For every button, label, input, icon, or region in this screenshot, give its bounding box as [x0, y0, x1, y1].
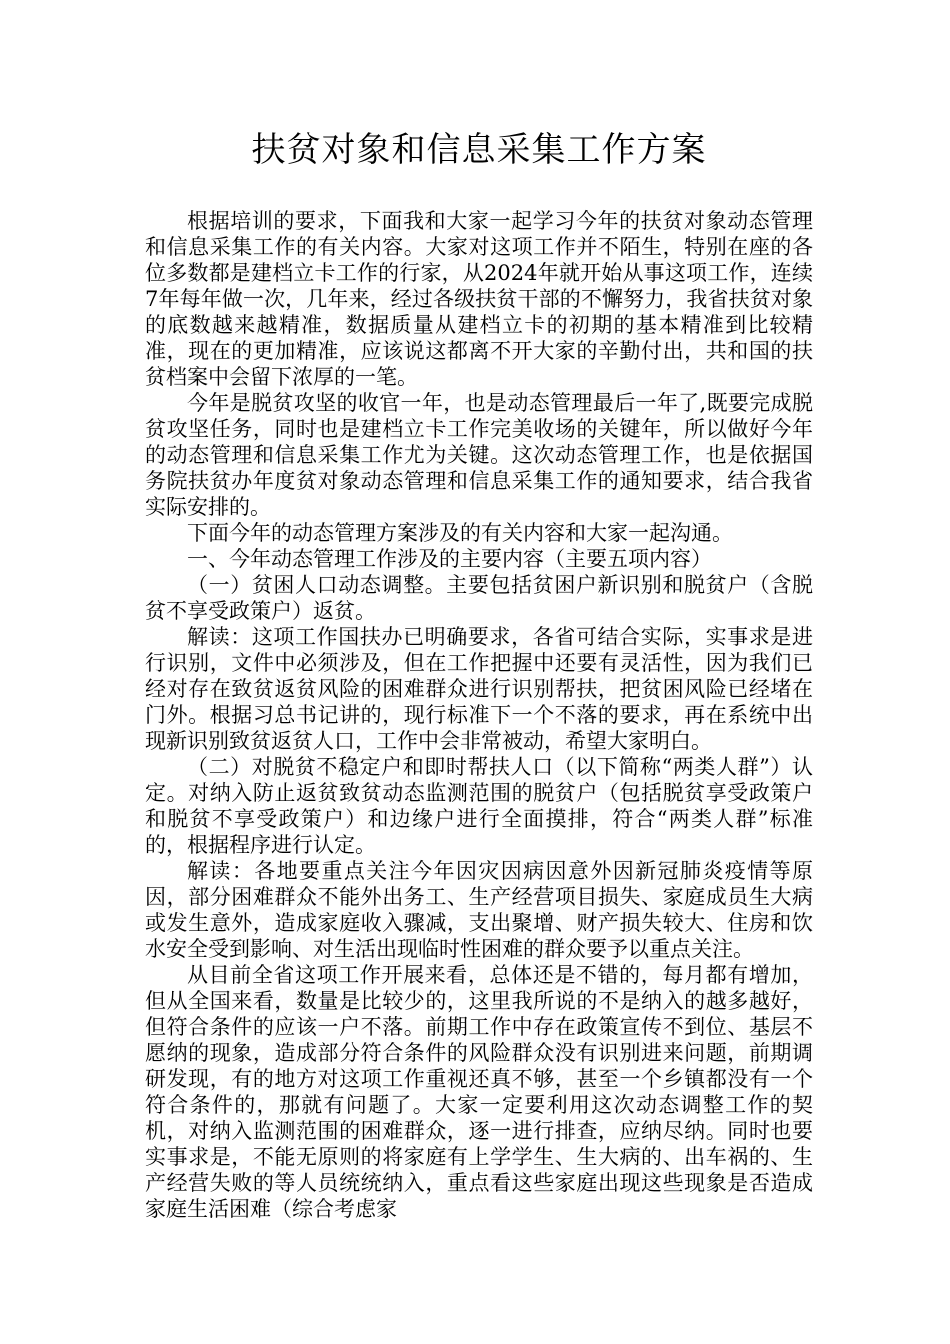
interpretation-2: 解读：各地要重点关注今年因灾因病因意外因新冠肺炎疫情等原因，部分困难群众不能外出务工、生产经营项目损失、家庭成员生大病或发生意外，造成家庭收入骤减，支出聚增、财产损失较大、住房和饮水安全受到影响、对生活出现临时性困难的群众要予以重点关注。	[145, 859, 813, 961]
paragraph-current-status: 从目前全省这项工作开展来看，总体还是不错的，每月都有增加，但从全国来看，数量是比较少的，这里我所说的不是纳入的越多越好，但符合条件的应该一户不落。前期工作中存在政策宣传不到位、基层不愿纳的现象，造成部分符合条件的风险群众没有识别进来问题，前期调研发现，有的地方对这项工作重视还真不够，甚至一个乡镇都没有一个符合条件的，那就有问题了。大家一定要利用这次动态调整工作的契机，对纳入监测范围的困难群众，逐一进行排查，应纳尽纳。同时也要实事求是，不能无原则的将家庭有上学学生、生大病的、出车祸的、生产经营失败的等人员统统纳入，重点看这些家庭出现这些现象是否造成家庭生活困难（综合考虑家	[145, 963, 813, 1221]
paragraph-intro: 根据培训的要求，下面我和大家一起学习今年的扶贫对象动态管理和信息采集工作的有关内容。大家对这项工作并不陌生，特别在座的各位多数都是建档立卡工作的行家，从2024年就开始从事这项工作，连续7年每年做一次，几年来，经过各级扶贫干部的不懈努力，我省扶贫对象的底数越来越精准，数据质量从建档立卡的初期的基本精准到比较精准，现在的更加精准，应该说这都离不开大家的辛勤付出，共和国的扶贫档案中会留下浓厚的一笔。	[145, 209, 813, 389]
document-title: 扶贫对象和信息采集工作方案	[251, 130, 707, 170]
section-heading-main-content: 一、今年动态管理工作涉及的主要内容（主要五项内容）	[187, 547, 712, 571]
document-page	[145, 128, 813, 1222]
subsection-1: （一）贫困人口动态调整。主要包括贫困户新识别和脱贫户（含脱贫不享受政策户）返贫。	[145, 573, 813, 623]
paragraph-key-year: 今年是脱贫攻坚的收官一年，也是动态管理最后一年了,既要完成脱贫攻坚任务，同时也是建档立卡工作完美收场的关键年，所以做好今年的动态管理和信息采集工作尤为关键。这次动态管理工作，也是依据国务院扶贫办年度贫对象动态管理和信息采集工作的通知要求，结合我省实际安排的。	[145, 391, 813, 519]
interpretation-1: 解读：这项工作国扶办已明确要求，各省可结合实际，实事求是进行识别，文件中必须涉及，但在工作把握中还要有灵活性，因为我们已经对存在致贫返贫风险的困难群众进行识别帮扶，把贫困风险已经堵在门外。根据习总书记讲的，现行标准下一个不落的要求，再在系统中出现新识别致贫返贫人口，工作中会非常被动，希望大家明白。	[145, 625, 813, 753]
paragraph-transition: 下面今年的动态管理方案涉及的有关内容和大家一起沟通。	[187, 521, 733, 545]
subsection-2: （二）对脱贫不稳定户和即时帮扶人口（以下简称“两类人群”）认定。对纳入防止返贫致贫动态监测范围的脱贫户（包括脱贫享受政策户和脱贫不享受政策户）和边缘户进行全面摸排，符合“两类人群”标准的，根据程序进行认定。	[145, 755, 813, 857]
